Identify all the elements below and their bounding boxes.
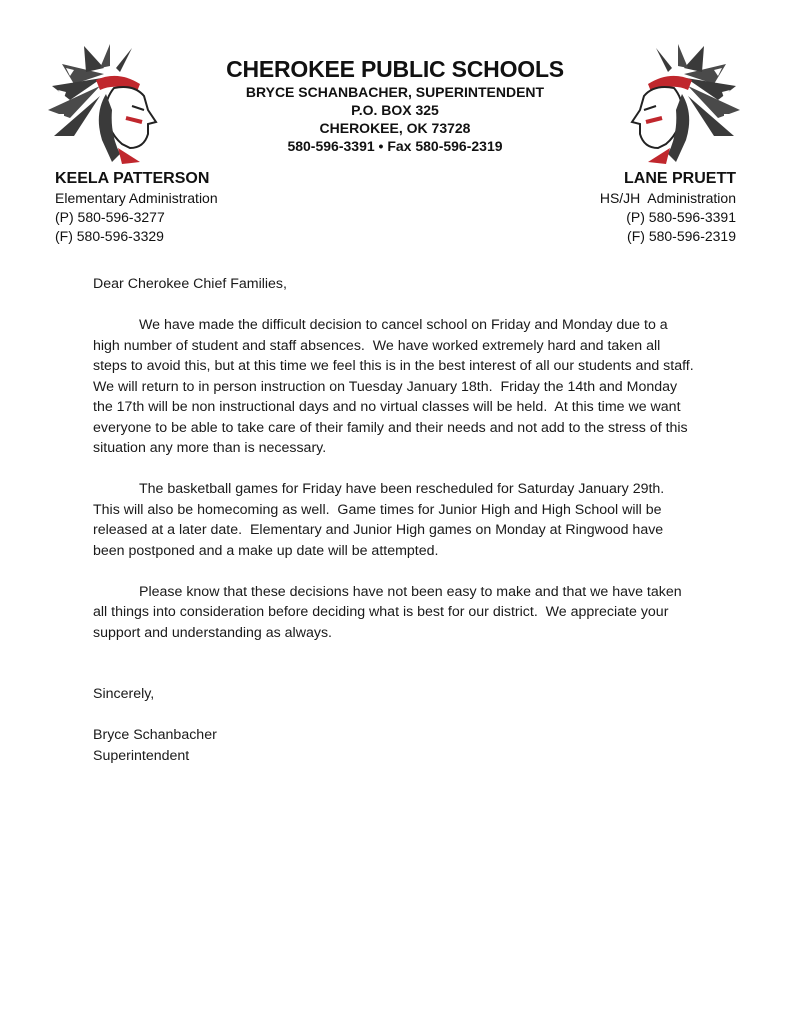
school-name: CHEROKEE PUBLIC SCHOOLS xyxy=(226,56,564,82)
contact-role: Elementary Administration xyxy=(55,190,218,206)
paragraph-basketball: The basketball games for Friday have been rescheduled for Saturday January 29th. This will also be homecoming as well. Game times for Junior High and High School will be released at a later date. Elementary and Junior High games on Monday at Ringwood have been postponed and a make up date will be attempted. xyxy=(93,481,672,559)
city-state: CHEROKEE, OK 73728 xyxy=(319,120,471,136)
letterhead xyxy=(160,55,630,155)
contact-name: LANE PRUETT xyxy=(624,170,736,187)
contact-phone: (P) 580-596-3277 xyxy=(55,209,165,225)
elementary-contact xyxy=(55,169,218,246)
letter-body xyxy=(93,274,702,766)
signer-name: Bryce Schanbacher xyxy=(93,727,217,743)
closing: Sincerely, xyxy=(93,686,155,702)
chief-headdress-icon xyxy=(44,44,164,169)
contact-role: HS/JH Administration xyxy=(599,190,736,206)
paragraph-cancellation: We have made the difficult decision to cancel school on Friday and Monday due to a high number of student and staff absences. We have worked extremely hard and taken all steps to avoid this, but at this time we feel this is in the best interest of all our students and staff. We will return to in person instruction on Tuesday January 18th. Friday the 14th and Monday the 17th will be non instructional days and no virtual classes will be held. At this time we want everyone to be able to take care of their family and their needs and not add to the stress of this situation any more than is necessary. xyxy=(93,317,702,456)
paragraph-appreciation: Please know that these decisions have not been easy to make and that we have taken all things into consideration before deciding what is best for our district. We appreciate your support and understanding as always. xyxy=(93,583,686,641)
contact-name: KEELA PATTERSON xyxy=(55,170,210,187)
contact-fax: (F) 580-596-2319 xyxy=(627,228,736,244)
school-phones: 580-596-3391 • Fax 580-596-2319 xyxy=(287,138,503,154)
greeting: Dear Cherokee Chief Families, xyxy=(93,276,287,292)
po-box: P.O. BOX 325 xyxy=(351,102,439,118)
chief-headdress-icon xyxy=(624,44,744,169)
contact-fax: (F) 580-596-3329 xyxy=(55,228,164,244)
signer-title: Superintendent xyxy=(93,747,190,764)
hs-jh-contact xyxy=(600,169,736,246)
superintendent-line: BRYCE SCHANBACHER, SUPERINTENDENT xyxy=(245,84,545,100)
contact-phone: (P) 580-596-3391 xyxy=(626,209,736,225)
